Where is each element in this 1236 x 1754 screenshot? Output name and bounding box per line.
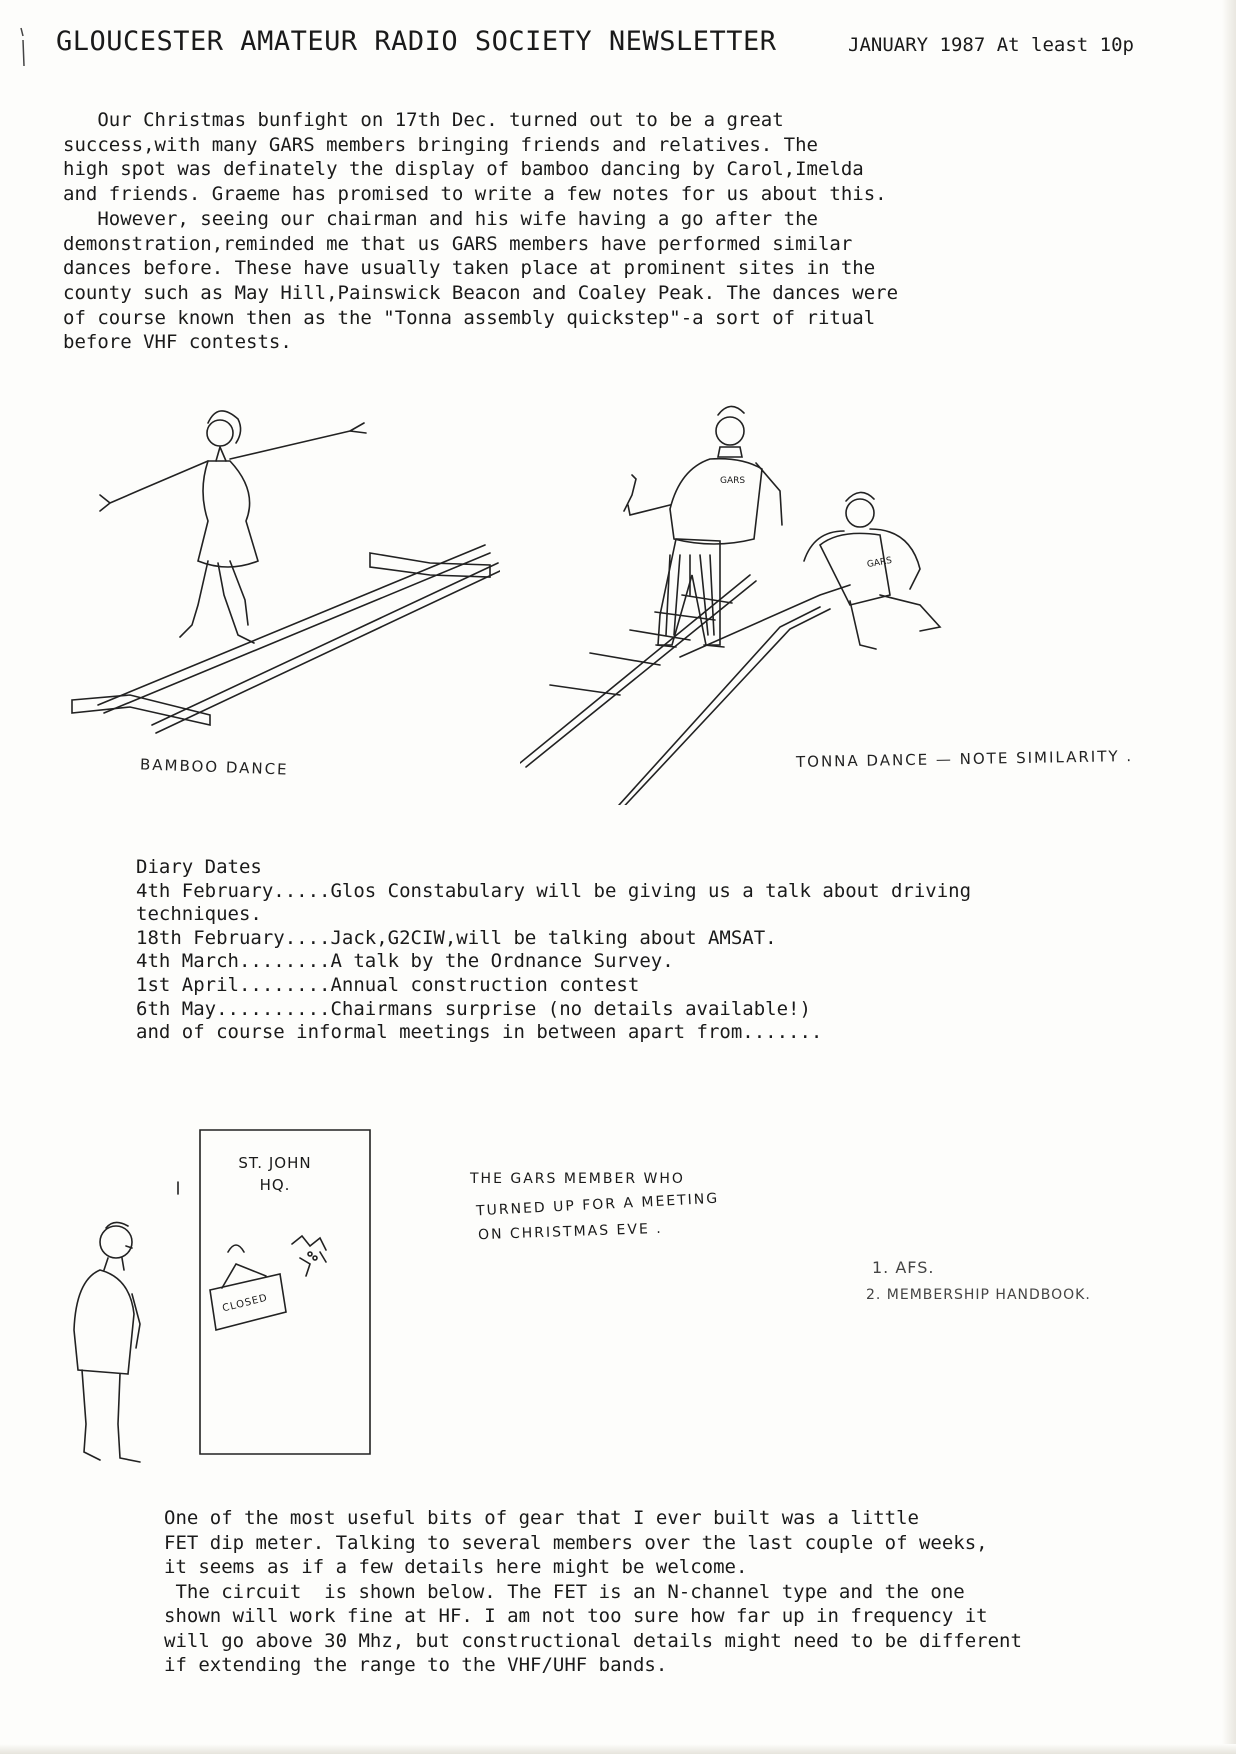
article-line: it seems as if a few details here might be welcome. xyxy=(164,1556,748,1578)
bamboo-dance-illustration xyxy=(70,395,500,735)
article-line: FET dip meter. Talking to several members over the last couple of weeks, xyxy=(164,1531,988,1554)
bamboo-dance-caption: BAMBOO DANCE xyxy=(139,755,289,779)
intro-line: and friends. Graeme has promised to write a few notes for us about this. xyxy=(63,183,887,206)
diary-entry: techniques. xyxy=(136,903,262,926)
newsletter-title: GLOUCESTER AMATEUR RADIO SOCIETY NEWSLETTER xyxy=(56,26,777,57)
newsletter-masthead xyxy=(56,26,1176,66)
intro-line: However, seeing our chairman and his wife having a go after the xyxy=(63,207,818,230)
intro-article xyxy=(63,108,898,355)
diary-entry: 1st April........Annual construction contest xyxy=(136,973,640,996)
diary-dates xyxy=(136,856,971,1045)
article-line: will go above 30 Mhz, but constructional details might need to be different xyxy=(164,1629,1022,1652)
intro-line: dances before. These have usually taken place at prominent sites in the xyxy=(63,257,876,280)
christmas-eve-caption xyxy=(470,1166,719,1244)
gars-sweater-label: GARS xyxy=(866,555,893,571)
margin-tick-mark xyxy=(20,26,26,70)
paper-bottom-edge xyxy=(0,1744,1236,1754)
article-line: The circuit is shown below. The FET is an N-channel type and the one xyxy=(164,1580,965,1603)
intro-line: before VHF contests. xyxy=(63,331,292,354)
tonna-dance-illustration xyxy=(520,395,960,805)
diary-entry: 18th February....Jack,G2CIW,will be talking about AMSAT. xyxy=(136,926,777,949)
article-line: One of the most useful bits of gear that I ever built was a little xyxy=(164,1507,919,1529)
note-item: 1. AFS. xyxy=(872,1258,935,1277)
intro-line: of course known then as the "Tonna assembly quickstep"-a sort of ritual xyxy=(63,306,876,329)
article-line: shown will work fine at HF. I am not too sure how far up in frequency it xyxy=(164,1605,988,1627)
intro-line: success,with many GARS members bringing friends and relatives. The xyxy=(63,133,818,156)
hq-door-sign xyxy=(230,1152,320,1196)
intro-line: high spot was definately the display of bamboo dancing by Carol,Imelda xyxy=(63,158,864,181)
issue-date-price: JANUARY 1987 At least 10p xyxy=(848,34,1134,56)
hq-sign-line: HQ. xyxy=(259,1176,291,1194)
tonna-dance-caption: TONNA DANCE — NOTE SIMILARITY . xyxy=(795,747,1134,771)
paper-edge-shadow xyxy=(1222,0,1236,1754)
closed-sign: CLOSED xyxy=(221,1292,270,1315)
diary-entry: 4th March........A talk by the Ordnance Survey. xyxy=(136,950,674,973)
intro-line: county such as May Hill,Painswick Beacon and Coaley Peak. The dances were xyxy=(63,281,899,304)
caption-line: TURNED UP FOR A MEETING xyxy=(475,1190,720,1220)
diary-heading: Diary Dates xyxy=(136,856,262,878)
hq-sign-line: ST. JOHN xyxy=(238,1154,312,1172)
gars-sweater-label: GARS xyxy=(720,476,746,486)
diary-entry: and of course informal meetings in between apart from....... xyxy=(136,1021,823,1044)
caption-line: THE GARS MEMBER WHO xyxy=(470,1171,685,1187)
dip-meter-article xyxy=(164,1506,1022,1678)
diary-entry: 6th May..........Chairmans surprise (no details available!) xyxy=(136,997,811,1020)
diary-entry: 4th February.....Glos Constabulary will be giving us a talk about driving xyxy=(136,879,972,902)
margin-pencil-notes xyxy=(866,1258,1091,1303)
intro-line: Our Christmas bunfight on 17th Dec. turned out to be a great xyxy=(63,109,784,131)
intro-line: demonstration,reminded me that us GARS members have performed similar xyxy=(63,232,853,255)
caption-line: ON CHRISTMAS EVE . xyxy=(477,1220,663,1244)
note-item: 2. MEMBERSHIP HANDBOOK. xyxy=(866,1287,1091,1303)
article-line: if extending the range to the VHF/UHF bands. xyxy=(164,1654,668,1676)
